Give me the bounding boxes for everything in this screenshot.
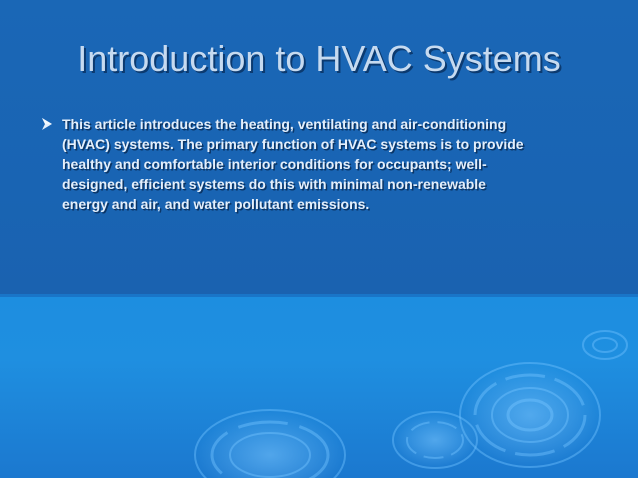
slide-title: Introduction to HVAC Systems bbox=[77, 38, 561, 79]
bullet-line: (HVAC) systems. The primary function of HVAC systems is to provide bbox=[62, 136, 524, 152]
bullet-line: This article introduces the heating, ventilating and air-conditioning bbox=[62, 116, 507, 132]
bullet-line: healthy and comfortable interior conditions for occupants; well- bbox=[62, 156, 487, 172]
arrow-bullet-icon bbox=[40, 117, 54, 131]
bullet-line: energy and air, and water pollutant emissions. bbox=[62, 196, 370, 212]
bullet-text bbox=[62, 114, 602, 214]
bullet-line: designed, efficient systems do this with minimal non-renewable bbox=[62, 176, 486, 192]
